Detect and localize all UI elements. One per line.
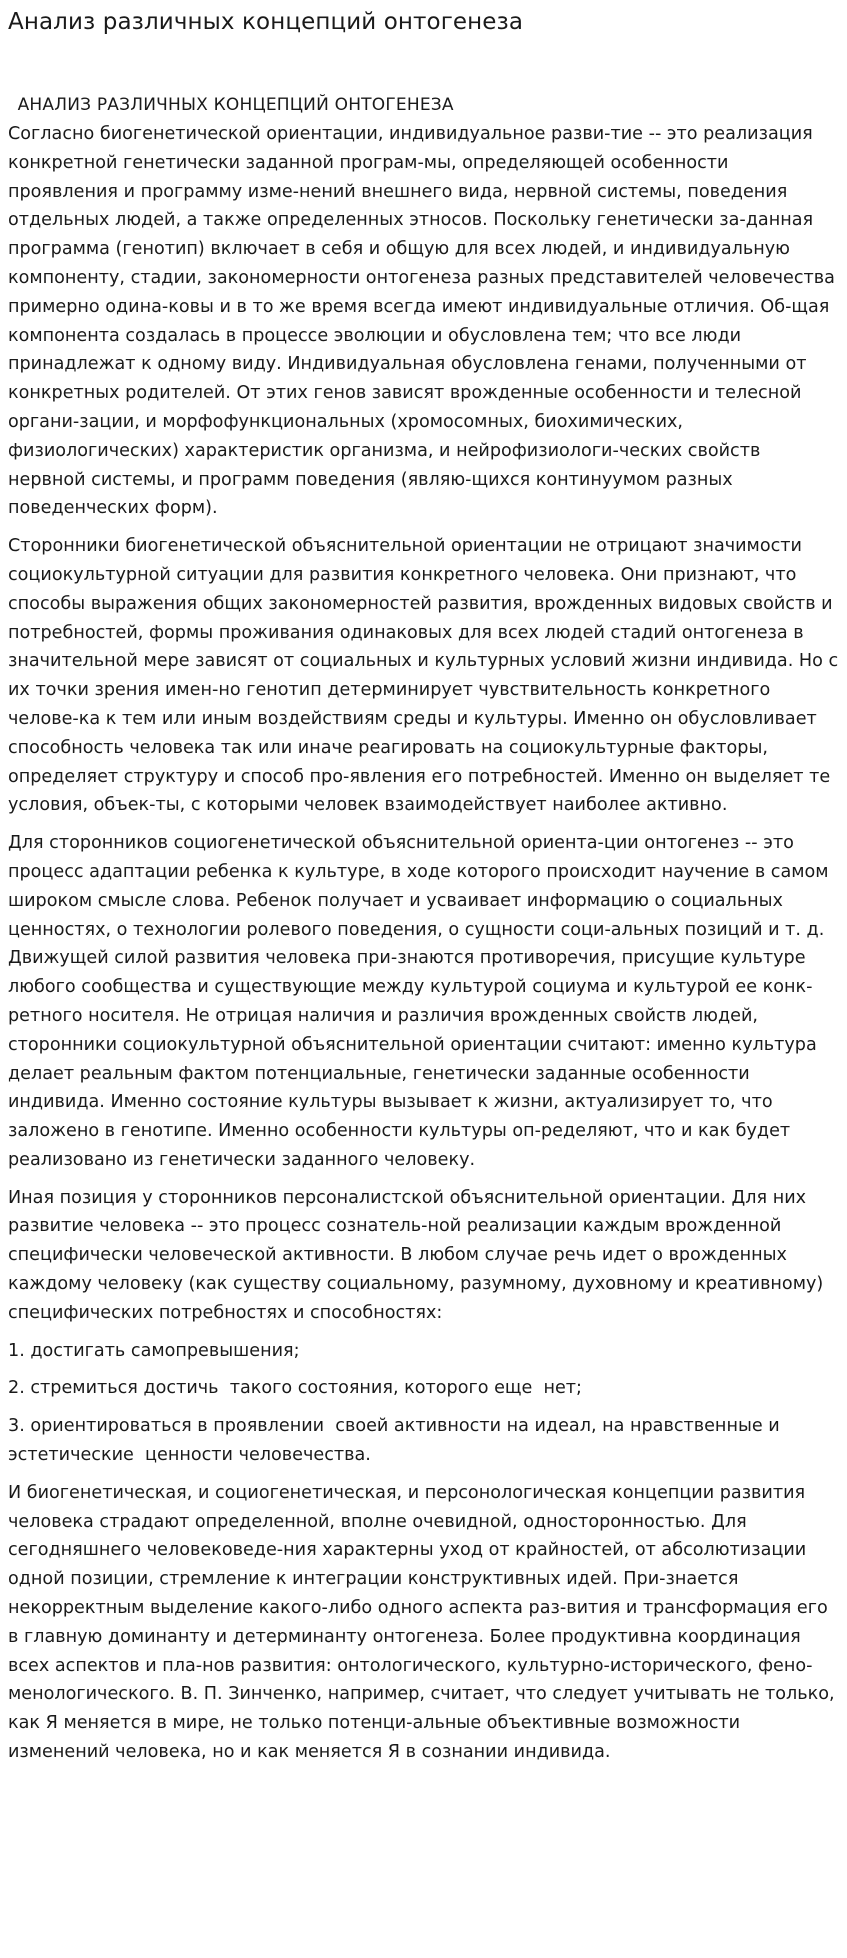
paragraph-sociogenetic: Для сторонников социогенетической объяснительной ориента-ции онтогенез -- это процесс адаптации ребенка к культуре, в ходе которого происходит научение в самом широком смысле слова. Ребенок получает и усваивает информацию о социальных ценностях, о технологии ролевого поведения, о сущности соци-альных позиций и т. д. Движущей силой развития человека при-знаются противоречия, присущие культуре любого сообщества и существующие между культурой социума и культурой ее конк-ретного носителя. Не отрицая наличия и различия врожденных свойств людей, сторонники социокультурной объяснительной ориентации считают: именно культура делает реальным фактом потенциальные, генетически заданные особенности индивида. Именно состояние культуры вызывает к жизни, актуализирует то, что заложено в генотипе. Именно особенности культуры оп-ределяют, что и как будет реализовано из генетически заданного человеку. xyxy=(8,833,829,1170)
list-item-3: 3. ориентироваться в проявлении своей активности на идеал, на нравственные и эстетические ценности человечества. xyxy=(8,1416,786,1466)
paragraph-biogenetic: Согласно биогенетической ориентации, индивидуальное разви-тие -- это реализация конкретной генетически заданной програм-мы, определяющей особенности проявления и программу изме-нений внешнего вида, нервной системы, поведения отдельных людей, а также определенных этносов. Поскольку генетически за-данная программа (генотип) включает в себя и общую для всех людей, и индивидуальную компоненту, стадии, закономерности онтогенеза разных представителей человечества примерно одина-ковы и в то же время всегда имеют индивидуальные отличия. Об-щая компонента создалась в процессе эволюции и обусловлена тем; что все люди принадлежат к одному виду. Индивидуальная обусловлена генами, полученными от конкретных родителей. От этих генов зависят врожденные особенности и телесной органи-зации, и морфофункциональных (хромосомных, биохимических, физиологических) характеристик организма, и нейрофизиологи-ческих свойств нервной системы, и программ поведения (являю-щихся континуумом разных поведенческих форм). xyxy=(8,124,835,519)
paragraph-biogenetic-supporters: Сторонники биогенетической объяснительной ориентации не отрицают значимости социокультурной ситуации для развития конкретного человека. Они признают, что способы выражения общих закономерностей развития, врожденных видовых свойств и потребностей, формы проживания одинаковых для всех людей стадий онтогенеза в значительной мере зависят от социальных и культурных условий жизни индивида. Но с их точки зрения имен-но генотип детерминирует чувствительность конкретного челове-ка к тем или иным воздействиям среды и культуры. Именно он обусловливает способность человека так или иначе реагировать на социокультурные факторы, определяет структуру и способ про-явления его потребностей. Именно он выделяет те условия, объек-ты, с которыми человек взаимодействует наиболее активно. xyxy=(8,536,839,816)
document-title: Анализ различных концепций онтогенеза xyxy=(8,9,524,35)
paragraph-closing: И биогенетическая, и социогенетическая, и персонологическая концепции развития человека страдают определенной, вполне очевидной, односторонностью. Для сегодняшнего человековеде-ния характерны уход от крайностей, от абсолютизации одной позиции, стремление к интеграции конструктивных идей. При-знается некорректным выделение какого-либо одного аспекта раз-вития и трансформация его в главную доминанту и детерминанту онтогенеза. Более продуктивна координация всех аспектов и пла-нов развития: онтологического, культурно-исторического, фено-менологического. В. П. Зинченко, например, считает, что следует учитывать не только, как Я меняется в мире, не только потенци-альные объективные возможности изменений человека, но и как меняется Я в сознании индивида. xyxy=(8,1482,835,1763)
section-heading: АНАЛИЗ РАЗЛИЧНЫХ КОНЦЕПЦИЙ ОНТОГЕНЕЗА xyxy=(12,95,454,115)
paragraph-personalistic: Иная позиция у сторонников персоналистской объяснительной ориентации. Для них развитие человека -- это процесс сознатель-ной реализации каждым врожденной специфически человеческой активности. В любом случае речь идет о врожденных каждому человеку (как существу социальному, разумному, духовному и креативному) специфических потребностях и способностях: xyxy=(8,1187,824,1323)
list-item-2: 2. стремиться достичь такого состояния, которого еще нет; xyxy=(8,1378,582,1399)
list-item-1: 1. достигать самопревышения; xyxy=(8,1340,300,1361)
